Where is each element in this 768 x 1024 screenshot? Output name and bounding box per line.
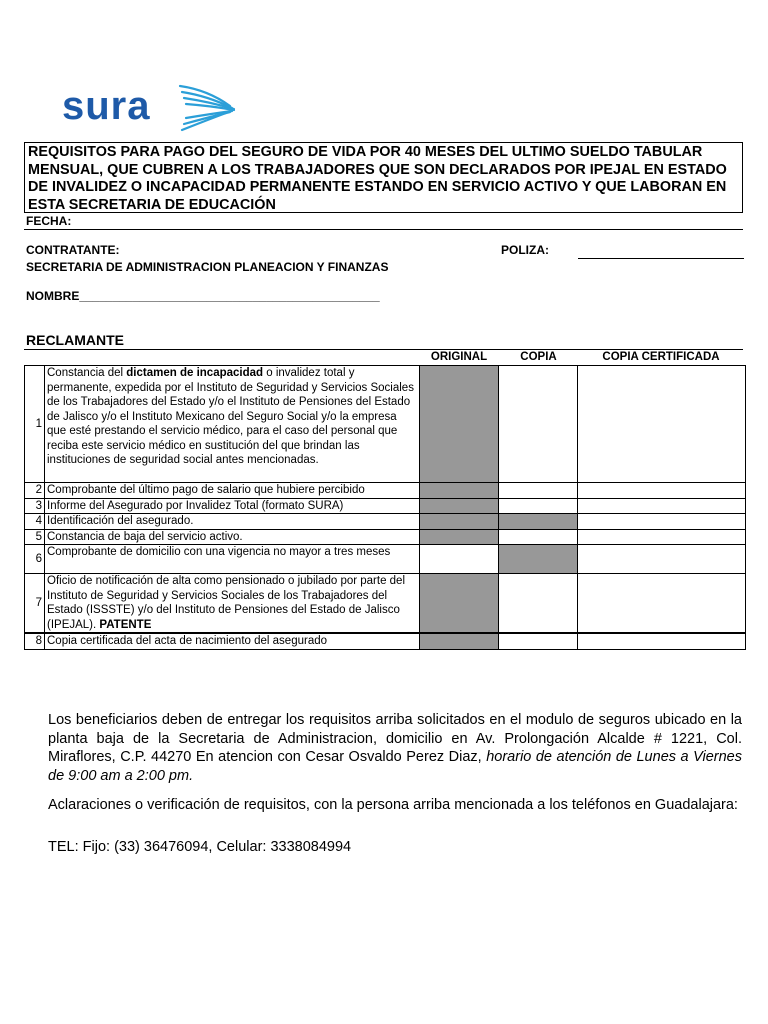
fecha-label: FECHA: xyxy=(26,214,72,228)
poliza-label: POLIZA: xyxy=(501,243,549,257)
row-number: 2 xyxy=(25,483,45,499)
clarifications-paragraph: Aclaraciones o verificación de requisitos, con la persona arriba mencionada a los teléfonos en Guadalajara: xyxy=(48,797,738,813)
row-number: 6 xyxy=(25,545,45,574)
copia-cell xyxy=(499,514,578,530)
fecha-underline xyxy=(24,229,743,230)
row-number: 5 xyxy=(25,529,45,545)
copia-certificada-cell[interactable] xyxy=(578,545,746,574)
table-row xyxy=(25,483,746,499)
table-row xyxy=(25,529,746,545)
requirement-text: Constancia de baja del servicio activo. xyxy=(45,529,420,545)
contratante-label: CONTRATANTE: xyxy=(26,243,120,257)
copia-cell[interactable] xyxy=(499,366,578,483)
nombre-field[interactable]: NOMBRE_____________________________________________ xyxy=(26,289,380,303)
requirement-text: Comprobante de domicilio con una vigencia no mayor a tres meses xyxy=(45,545,420,574)
table-row xyxy=(25,574,746,634)
copia-certificada-cell[interactable] xyxy=(578,514,746,530)
sura-logo xyxy=(62,84,242,134)
sura-wings-icon xyxy=(178,84,236,132)
row-number: 8 xyxy=(25,633,45,649)
copia-certificada-cell[interactable] xyxy=(578,529,746,545)
requirement-text: Informe del Asegurado por Invalidez Total (formato SURA) xyxy=(45,498,420,514)
row-number: 7 xyxy=(25,574,45,634)
copia-cell[interactable] xyxy=(499,574,578,634)
requirement-text: Constancia del dictamen de incapacidad o invalidez total y permanente, expedida por el Instituto de Seguridad y Servicios Sociales de los Trabajadores del Estado y/o el Instituto de Pensiones del Estado de Jalisco y/o el Instituto Mexicano del Seguro Social y/o la empresa que esté prestando el servicio médico, para el caso del personal que reciba este servicio médico en sustitución del que brindan las instituciones de seguridad social antes mencionadas. xyxy=(45,366,420,483)
requirements-table xyxy=(24,365,746,650)
copia-cell xyxy=(499,545,578,574)
original-cell xyxy=(420,366,499,483)
original-cell xyxy=(420,529,499,545)
col-copia-certificada-header: COPIA CERTIFICADA xyxy=(602,351,720,363)
copia-certificada-cell[interactable] xyxy=(578,633,746,649)
original-cell xyxy=(420,514,499,530)
row-number: 1 xyxy=(25,366,45,483)
original-cell xyxy=(420,498,499,514)
requirement-text: Identificación del asegurado. xyxy=(45,514,420,530)
instructions-paragraph: Los beneficiarios deben de entregar los requisitos arriba solicitados en el modulo de seguros ubicado en la planta baja de la Secretaria de Administracion, domicilio en Av. Prolongación Alcalde # 1221, Col. Miraflores, C.P. 44270 En atencion con Cesar Osvaldo Perez Diaz, horario de atención de Lunes a Viernes de 9:00 am a 2:00 pm. xyxy=(48,712,743,784)
original-cell[interactable] xyxy=(420,545,499,574)
table-row xyxy=(25,545,746,574)
logo-text: sura xyxy=(62,84,151,128)
copia-certificada-cell[interactable] xyxy=(578,366,746,483)
table-row xyxy=(25,366,746,483)
copia-cell[interactable] xyxy=(499,529,578,545)
requirement-text: Oficio de notificación de alta como pensionado o jubilado por parte del Instituto de Seguridad y Servicios Sociales de los Trabajadores del Estado (ISSSTE) y/o del Instituto de Pensiones del Estado de Jalisco (IPEJAL). PATENTE xyxy=(45,574,420,634)
reclamante-heading: RECLAMANTE xyxy=(26,332,124,348)
copia-certificada-cell[interactable] xyxy=(578,498,746,514)
copia-cell[interactable] xyxy=(499,633,578,649)
table-row xyxy=(25,514,746,530)
original-cell xyxy=(420,574,499,634)
reclamante-underline xyxy=(24,349,743,350)
original-cell xyxy=(420,483,499,499)
copia-cell[interactable] xyxy=(499,483,578,499)
copia-cell[interactable] xyxy=(499,498,578,514)
document-title: REQUISITOS PARA PAGO DEL SEGURO DE VIDA POR 40 MESES DEL ULTIMO SUELDO TABULAR MENSUAL, QUE CUBREN A LOS TRABAJADORES QUE SON DECLARADOS POR IPEJAL EN ESTADO DE INVALIDEZ O INCAPACIDAD PERMANENTE ESTANDO EN SERVICIO ACTIVO Y QUE LABORAN EN ESTA SECRETARIA DE EDUCACIÓN xyxy=(24,142,743,213)
copia-certificada-cell[interactable] xyxy=(578,483,746,499)
col-copia-header: COPIA xyxy=(520,351,557,363)
table-row xyxy=(25,633,746,649)
poliza-field[interactable] xyxy=(578,258,744,259)
requirement-text: Comprobante del último pago de salario que hubiere percibido xyxy=(45,483,420,499)
row-number: 3 xyxy=(25,498,45,514)
phone-numbers: TEL: Fijo: (33) 36476094, Celular: 3338084994 xyxy=(48,839,352,855)
requirement-text: Copia certificada del acta de nacimiento del asegurado xyxy=(45,633,420,649)
contratante-value: SECRETARIA DE ADMINISTRACION PLANEACION Y FINANZAS xyxy=(26,260,389,274)
table-row xyxy=(25,498,746,514)
original-cell xyxy=(420,633,499,649)
row-number: 4 xyxy=(25,514,45,530)
copia-certificada-cell[interactable] xyxy=(578,574,746,634)
col-original-header: ORIGINAL xyxy=(430,351,488,363)
